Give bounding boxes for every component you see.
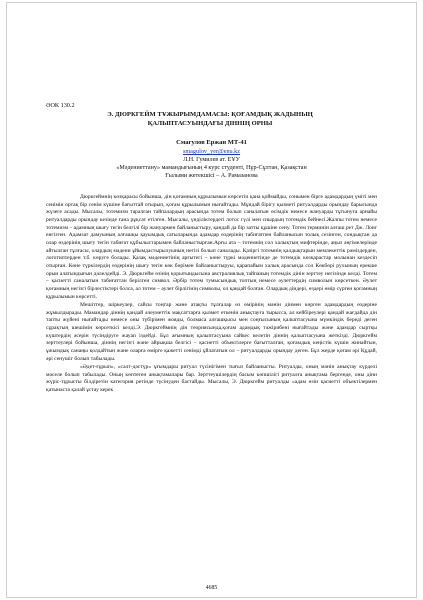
affiliation-supervisor: Ғылыми жетекшісі – А. Рамазанова: [165, 173, 258, 179]
paragraph-1: Дюркгеймнің көзқарасы бойынша, дін қоғамның құрылымын көрсетіп қана қоймайды, сонымен бірге адамдардың үміті мен сенімін ортақ бір сенім күшіне бағыттай отырып, қоғам құрылымын нығайтады. Мұндай бірігу қызметі ритуалдарды орындау барысында жүзеге асады. Мысалы, тотемизм таралған тайпалардың арасында тотем болып саналатын өсімдік немесе жануарды тұтынуға арнайы ритуалдарды орындау кезінде ғана рұқсат етілген. Мысалы, үнділіктердегі лотос гүлі мен сиырдың тотемдік бейнесі.Жалпы тотем немесе тотемизм – адамның шығу тегін белгілі бір жануармен байланыстыру, қандай да бір затты құшіне сену. Тотем терминін алғаш рет Дж. Лонг енгізген. Адамзат дамуының алғашқы қауымдық сатыларында адамдар өздерінің табиғатпен байланысын толық сезінген, сондықтан да олар өздерінің шығу тегін табиғат құбылыстарымен байланыстырған.Арғы ата – тотемнің сол халықтың мифтерінде, аңыз әңгімелерінде айтылған тұлғасы, олардың мəдени ұйымдастырылуының негізі болып саналады. Қазіргі тотемнің қалдықтарын мемлекеттік рәміздерден, логотиптерден т.б. көруге болады. Қазақ мəдениетінің арғытегі – көне түркі мəдениетінде де тотемдік көзқарастар молынан кездесіп отырған. Көне түркілердің өздерінің шығу тегін көк бөрімен байланыстыруы, қарапайым халық арасында сол Көкбөрі рухының ерекше орын алатындығын дəлелдейді. Э. Дюркгейм өзінің қорытындысына австралиялық тайпаның тотемдік дінін зерттеу негізінде келді. Тотем – қасиетті саналатын табиғаттан берілген символ. Әрбір тотем тумысындық топтың немесе әулеттердің символын көрсеткен. Әулет қоғамның негізгі бірлестіктері болса, ал тотем – әулет бірлігінің символы, ол қандай болған. Олардың діндері, өздері өмір сүрген қоғамның құрылымын көрсетті.: [46, 194, 377, 300]
paragraph-2: Мешіттер, шіркеулер, сайсы тоңтар және атақты тұлғалар өз өмірінің мəнін дінмен көрген адамдардың өздеріне жұмылдырады. Мамандар діннің қандай әлеуметтік мақсаттарға қызмет еткенін анықтауға тырысса, ал кейбіреулері қандай жағдайда дін тапты жүйені нығайтады немесе оны түбірімен жояды, болмаса алғашқысы мен соңғысының қалыптасуына мүмкіндік береді деген сұрақтың шешімін көрсеткісі келді.Э. Дюркгеймнің дін теориясында,қоғам адамдық тəжірибені нығайтады және адамдар сыртқы күштердің әсерін түсіндіруге жауап іздейді. Бұл ағымның қалыптасуына сайкес келетін діннің қалыптасуына жеткізді. Дюркгейм зерттеулері бойынша, діннің негізгі және айрықша белгісі – қасиетті объектілерге бағытталған, қоғамдық кеңістік күшін жинайтын, ұжымдық санаңы қолдайтын және оларға өмірге қажетті сенімді ұйлататын ол – ритуалдарды орындау деген. Бұл жерде қоғам әрі Құдай, әрі сенушіг болып табылады.: [46, 301, 377, 362]
author-email-link[interactable]: smagulov_yer@enu.kz: [182, 148, 241, 155]
page-number: 4685: [205, 585, 218, 591]
udk-code: ӘОК 130.2: [46, 102, 75, 109]
article-body: [46, 194, 377, 395]
title-line-1: Э. ДЮРКГЕЙМ ТҰЖЫРЫМДАМАСЫ: ҚОҒАМДЫҚ ЖАДЫНЫҢ: [107, 111, 313, 118]
affiliation-university: Л.Н. Гумилев ат. ЕҰУ: [183, 157, 240, 163]
paragraph-3: «Әдет-ғұрып», «салт-дәстүр» ұғымдары ритуал түсінігімен тығыз байланысты. Ритуалды, оның мəнін анықтау күрделі мəселе болып табылады. Оның көптеген анықтамалары бар. Зерттеушілердің басым көпшілігі ритуалға анықтама бергенде, оны діни жүріс-тұрысты білдіретін категория ретінде түсінуден бастайды. Мысалы, Э. Дюркгейм ритуалды «адам өзін қасиетті объектілермен қатынаста қалай ұстау керек: [46, 364, 377, 393]
title-line-2: ҚАЛЫПТАСУЫНДАҒЫ ДІННІҢ ОРНЫ: [147, 120, 273, 127]
article-title: [60, 110, 360, 128]
affiliation-program: «Мәдениеттану» мамандығының 4 курс студенті, Нұр-Сұлтан, Қазақстан: [116, 165, 307, 171]
author-name: Смагулов Ержан МТ-41: [176, 139, 247, 146]
